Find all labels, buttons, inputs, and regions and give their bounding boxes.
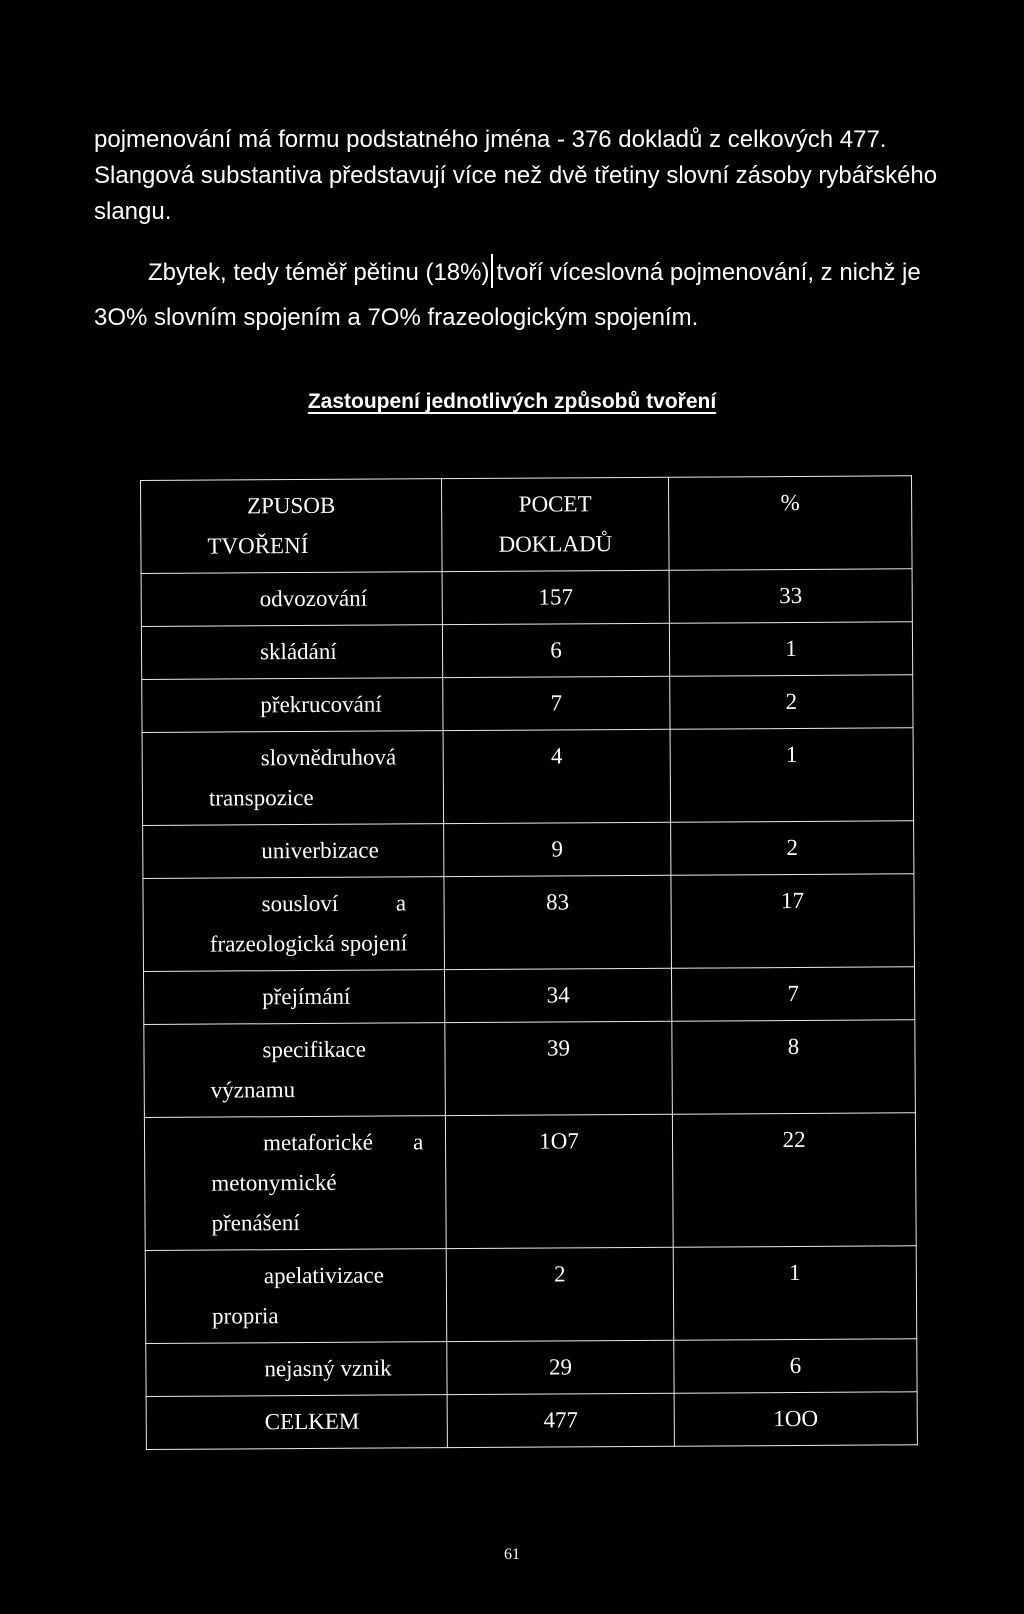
count-cell: 83 <box>444 875 672 969</box>
paragraph-1-line-3: slangu. <box>94 198 172 225</box>
method-cell <box>146 1342 447 1397</box>
paragraph-1-line-1: pojmenování má formu podstatného jména - 376 dokladů z celkových 477. <box>94 126 887 153</box>
percent-cell: 17 <box>671 874 915 968</box>
percent-cell: 7 <box>671 967 914 1021</box>
method-label-line: univerbizace <box>261 837 379 864</box>
table-row <box>141 622 912 680</box>
paragraph-2-line-2: 3O% slovním spojením a 7O% frazeologickým spojením. <box>94 304 699 331</box>
count-cell: 477 <box>447 1393 674 1447</box>
table-row <box>143 874 915 972</box>
count-cell: 7 <box>443 676 670 730</box>
method-cell <box>141 572 442 627</box>
paragraph-2-continued <box>94 300 944 336</box>
method-label <box>153 830 433 872</box>
method-cell <box>146 1395 447 1450</box>
header-cell-method <box>141 479 443 574</box>
method-label-line: specifikace <box>262 1036 366 1063</box>
table-row <box>142 728 914 826</box>
count-cell: 9 <box>444 822 671 876</box>
count-cell: 4 <box>443 729 671 823</box>
method-cell <box>142 678 443 733</box>
table-heading: Zastoupení jednotlivých způsobů tvoření <box>307 390 717 413</box>
method-cell <box>142 731 444 826</box>
method-label-line: CELKEM <box>264 1408 360 1435</box>
method-label <box>153 737 433 819</box>
method-label <box>153 883 433 965</box>
count-cell: 39 <box>445 1021 673 1115</box>
method-label-line: sousloví a <box>261 890 407 917</box>
method-label <box>152 578 432 620</box>
count-cell: 1O7 <box>445 1114 673 1248</box>
table-row <box>143 821 914 879</box>
paragraph-2-line-1 <box>148 254 998 291</box>
method-label-line: přejímání <box>262 983 351 1010</box>
method-label <box>156 1348 436 1390</box>
table-row <box>145 1246 917 1344</box>
method-cell <box>144 1023 446 1118</box>
method-label-line: metaforické a <box>262 1129 424 1156</box>
header-count-line-2: DOKLADŮ <box>498 531 613 557</box>
table-row <box>142 675 913 733</box>
method-label-line: propria <box>212 1303 279 1329</box>
table-header-row <box>141 476 913 574</box>
percent-cell: 1 <box>669 622 912 676</box>
percent-cell: 2 <box>670 675 913 729</box>
method-label-line: metonymické <box>211 1169 337 1196</box>
percent-cell: 8 <box>672 1020 916 1114</box>
header-cell-count <box>441 477 669 571</box>
header-count-line-1: POCET <box>518 491 592 517</box>
bracket-mark <box>491 254 493 288</box>
count-cell: 157 <box>442 570 669 624</box>
method-label-line: překrucování <box>260 691 382 718</box>
method-cell <box>141 625 442 680</box>
table-row <box>146 1392 917 1450</box>
header-cell-percent: % <box>668 476 912 570</box>
table-row <box>144 1113 916 1251</box>
table-row <box>146 1339 917 1397</box>
count-cell: 29 <box>447 1340 674 1394</box>
method-label <box>155 1122 436 1244</box>
count-cell: 6 <box>442 623 669 677</box>
method-cell <box>144 970 445 1025</box>
method-label-line: přenášení <box>211 1210 300 1236</box>
method-cell <box>144 1116 446 1251</box>
formation-table <box>140 475 918 1450</box>
method-cell <box>143 824 444 879</box>
method-label-line: transpozice <box>208 784 314 811</box>
paragraph-1-line-2: Slangová substantiva představují více než dvě třetiny slovní zásoby rybářského <box>94 162 938 189</box>
paragraph-2-line-1-part-a: Zbytek, tedy téměř pětinu (18%) <box>148 259 490 286</box>
page-number: 61 <box>504 1546 520 1563</box>
percent-cell: 1 <box>673 1246 917 1340</box>
header-method-line-1: ZPUSOB <box>246 492 336 519</box>
percent-cell: 1OO <box>674 1392 917 1446</box>
table-row <box>144 1020 916 1118</box>
table-row <box>144 967 915 1025</box>
percent-cell: 1 <box>670 728 914 822</box>
method-label-line: významu <box>210 1077 296 1103</box>
method-label-line: slovnědruhová <box>260 744 397 771</box>
percent-cell: 2 <box>671 821 914 875</box>
method-label <box>152 631 432 673</box>
method-label <box>152 684 432 726</box>
method-label <box>156 1255 436 1337</box>
method-label <box>157 1401 437 1443</box>
paragraph-2-line-1-part-b: tvoří víceslovná pojmenování, z nichž je <box>496 259 921 286</box>
percent-cell: 33 <box>669 569 912 623</box>
method-label-line: apelativizace <box>263 1262 384 1289</box>
count-cell: 34 <box>444 968 671 1022</box>
method-label-line: skládání <box>259 638 337 665</box>
method-label <box>154 976 434 1018</box>
paragraph-1 <box>94 122 944 230</box>
percent-cell: 6 <box>674 1339 917 1393</box>
paragraph-2 <box>148 254 998 291</box>
method-label-line: nejasný vznik <box>264 1355 392 1382</box>
method-cell <box>145 1249 447 1344</box>
table-row <box>141 569 912 627</box>
percent-cell: 22 <box>672 1113 916 1247</box>
count-cell: 2 <box>446 1247 674 1341</box>
method-label-line: odvozování <box>259 585 368 612</box>
header-method-line-2: TVOŘENÍ <box>207 532 309 559</box>
method-label <box>154 1029 434 1111</box>
method-cell <box>143 877 445 972</box>
method-label-line: frazeologická spojení <box>209 930 408 957</box>
